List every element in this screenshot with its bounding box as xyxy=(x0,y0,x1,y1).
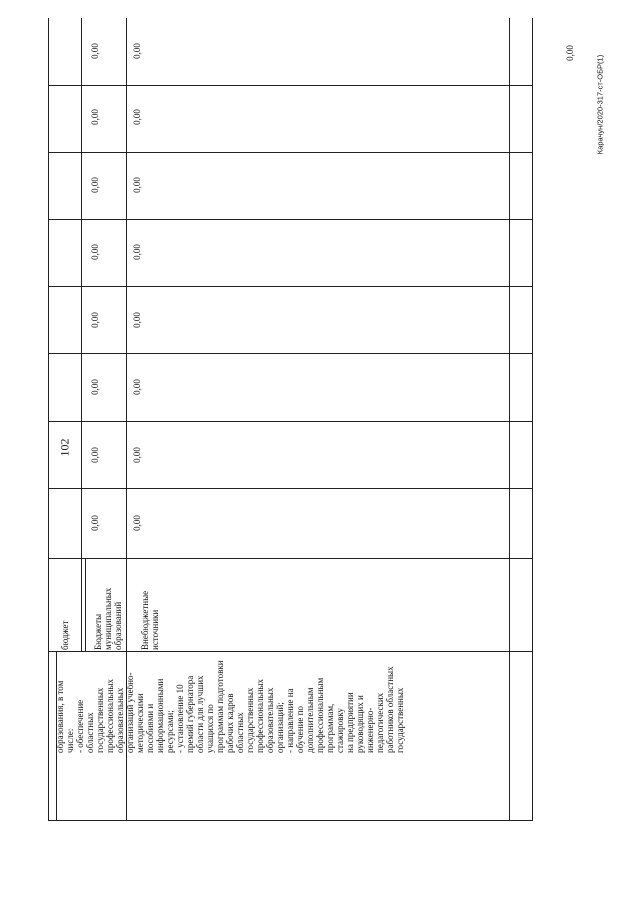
description-line: профессиональным xyxy=(315,677,325,753)
description-line: ресурсами; xyxy=(165,710,175,753)
value-cell-municipal: 0,00 xyxy=(90,43,100,59)
source-label-extrabudget: источники xyxy=(150,609,160,650)
value-cell-municipal: 0,00 xyxy=(90,109,100,125)
value-cell-municipal: 0,00 xyxy=(90,379,100,395)
description-line: государственных xyxy=(245,687,255,753)
description-line: государственных xyxy=(395,687,405,753)
value-cell-municipal: 0,00 xyxy=(90,177,100,193)
value-cell-extrabudget: 0,00 xyxy=(132,447,142,463)
value-cell-municipal: 0,00 xyxy=(90,312,100,328)
description-line: - обеспечение xyxy=(75,699,85,753)
description-line: - установление 10 xyxy=(175,684,185,753)
description-line: обучение по xyxy=(295,706,305,753)
description-line: информационными xyxy=(155,678,165,753)
description-line: дополнительным xyxy=(305,687,315,753)
description-line: руководящих и xyxy=(355,695,365,753)
page-number: 102 xyxy=(57,438,72,457)
description-line: профессиональных xyxy=(255,678,265,753)
value-cell-extrabudget: 0,00 xyxy=(132,43,142,59)
value-cell-extrabudget: 0,00 xyxy=(132,109,142,125)
description-line: числе: xyxy=(65,728,75,753)
source-label-extrabudget: Внебюджетные xyxy=(140,590,150,650)
description-line: областных xyxy=(85,712,95,753)
footer-code: Карачун/2020-317-ст-ОБР(1) xyxy=(595,54,605,155)
description-line: инженерно- xyxy=(365,707,375,753)
description-line: премий губернатора xyxy=(185,675,195,753)
description-line: учащихся по xyxy=(205,704,215,753)
description-line: педагогических xyxy=(375,692,385,753)
source-label-municipal: образований xyxy=(113,601,123,650)
description-line: рабочих кадров xyxy=(225,693,235,753)
value-cell-municipal: 0,00 xyxy=(90,447,100,463)
description-line: пособиями и xyxy=(145,703,155,753)
description-line: на предприятии xyxy=(345,692,355,753)
value-cell-municipal: 0,00 xyxy=(90,515,100,531)
source-label-municipal: Бюджеты xyxy=(93,613,103,650)
description-line: - направление на xyxy=(285,688,295,753)
value-cell-extrabudget: 0,00 xyxy=(132,515,142,531)
description-line: программам подготовки xyxy=(215,660,225,753)
value-cell-extrabudget: 0,00 xyxy=(132,244,142,260)
source-label-municipal: муниципальных xyxy=(103,587,113,650)
description-line: государственных xyxy=(95,687,105,753)
description-line: образования, в том xyxy=(55,680,65,753)
description-line: образовательных xyxy=(265,687,275,753)
description-line: областных xyxy=(235,712,245,753)
value-cell-extrabudget: 0,00 xyxy=(132,379,142,395)
description-line: профессиональных xyxy=(105,678,115,753)
description-line: области для лучших xyxy=(195,675,205,753)
value-cell-first: 0,00 xyxy=(565,45,575,61)
source-label-budget: бюджет xyxy=(60,620,70,650)
description-line: организаций; xyxy=(275,702,285,753)
description-line: образовательных xyxy=(115,687,125,753)
value-cell-extrabudget: 0,00 xyxy=(132,312,142,328)
description-line: стажировку xyxy=(335,707,345,753)
description-line: организаций учебно- xyxy=(125,672,135,753)
description-line: программам, xyxy=(325,703,335,753)
value-cell-extrabudget: 0,00 xyxy=(132,177,142,193)
value-cell-municipal: 0,00 xyxy=(90,244,100,260)
description-line: работников областных xyxy=(385,666,395,753)
description-line: методическими xyxy=(135,693,145,753)
